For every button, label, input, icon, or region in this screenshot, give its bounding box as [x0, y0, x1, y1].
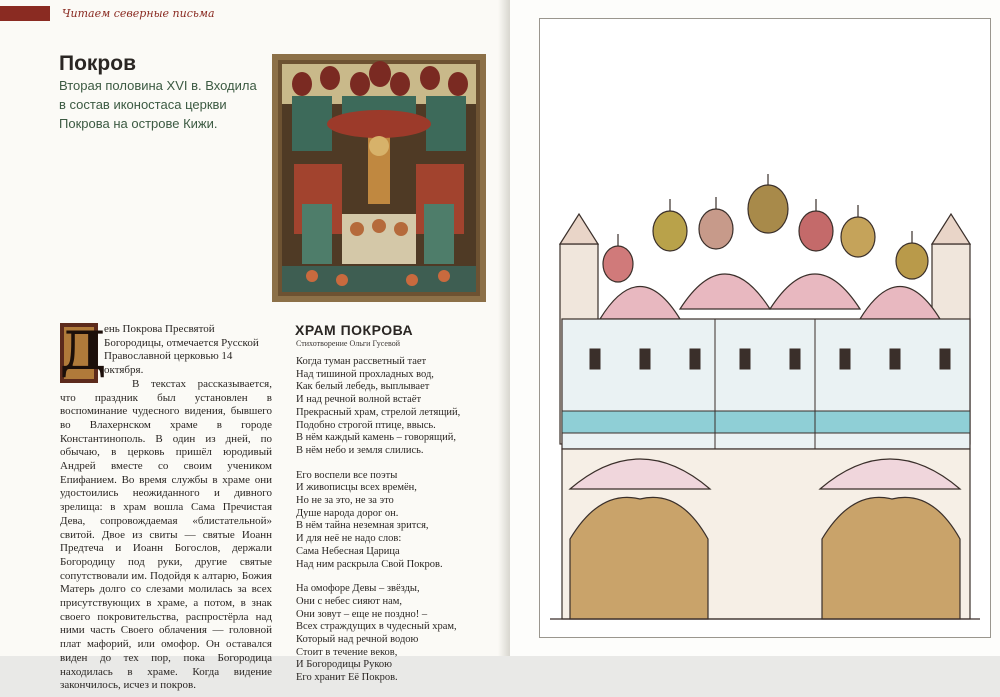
poem-line: И живописцы всех времён,: [296, 482, 417, 494]
poem-line: И для неё не надо слов:: [296, 533, 402, 545]
poem-stanza-3: [296, 583, 496, 685]
church-coloring-drawing: [539, 18, 991, 638]
running-head-bar: [0, 6, 50, 21]
poem-line: Его воспели все поэты: [296, 469, 398, 481]
poem-line: Всех страждущих в чудесный храм,: [296, 621, 457, 633]
poem-line: Над тишиной прохладных вод,: [296, 368, 434, 380]
poem-line: В нём тайна неземная зрится,: [296, 520, 429, 532]
running-head: Читаем северные письма: [62, 7, 215, 20]
poem-line: Когда туман рассветный тает: [296, 356, 427, 367]
poem-line: Прекрасный храм, стрелой летящий,: [296, 406, 461, 418]
poem-line: Его хранит Её Покров.: [296, 672, 398, 684]
poem-title: ХРАМ ПОКРОВА: [295, 322, 414, 338]
poem-line: И Богородицы Рукою: [296, 659, 392, 671]
poem-line: Над ним раскрыла Свой Покров.: [296, 558, 443, 570]
poem-line: В нём каждый камень – говорящий,: [296, 432, 456, 444]
article-paragraph-1: ень Покрова Пресвятой Богородицы, отмечается Русской Православной церковью 14 октября.: [104, 323, 259, 377]
poem-line: Они зовут – еще не поздно! –: [296, 608, 428, 620]
poem-line: Который над речной водою: [296, 634, 419, 646]
article-paragraph-2: В текстах рассказывается, что праздник был установлен в воспоминание чудесного видения, бывшего во Влахернском храме в городе Константинополь. В один из дней, по обычаю, в церковь пришёл юродивый Андрей вместе со своим учеником Епифанием. Во время службы в храме они удостоились неожиданного и дивного зрелища: в храм вошла Сама Пречистая Дева, сопровождаемая «блистательной» свитой. Двое из свиты — святые Иоанн Предтеча и Иоанн Богослов, держали Богородицу под руки, другие святые сопутствовали им. Подойдя к алтарю, Божия Матерь долго со слезами молилась за всех присутствующих в храме, а потом, в знак своего покровительства, распростёрла над ними часть Своего облачения — головной плат мафорий, или омофор. Он оставался виден до тех пор, пока Богородица находилась в храме. Когда видение закончилось, исчез и покров.: [60, 377, 272, 692]
pokrov-icon-image: [272, 54, 486, 302]
poem-line: Стоит в течение веков,: [296, 646, 398, 658]
poem-line: Душе народа дорог он.: [296, 507, 399, 519]
poem-byline: Стихотворение Ольги Гусевой: [296, 339, 400, 348]
page-title: Покров: [59, 52, 136, 75]
poem-line: И над речной волной встаёт: [296, 394, 422, 406]
icon-caption: Вторая половина XVI в. Входила в состав иконостаса церкви Покрова на острове Кижи.: [59, 78, 257, 131]
poem-line: Но не за это, не за это: [296, 495, 394, 507]
drop-cap: Д: [60, 321, 107, 382]
poem-stanza-1: [296, 356, 496, 458]
poem-line: Они с небес сияют нам,: [296, 595, 402, 607]
article-body: [60, 323, 272, 693]
poem-stanza-2: [296, 470, 496, 572]
poem-line: Как белый лебедь, выплывает: [296, 381, 430, 393]
poem: [296, 356, 496, 697]
poem-line: В нём небо и земля слились.: [296, 444, 424, 456]
poem-line: Подобно строгой птице, ввысь.: [296, 419, 436, 431]
poem-line: На омофоре Девы – звёзды,: [296, 583, 420, 595]
poem-line: Сама Небесная Царица: [296, 545, 400, 557]
